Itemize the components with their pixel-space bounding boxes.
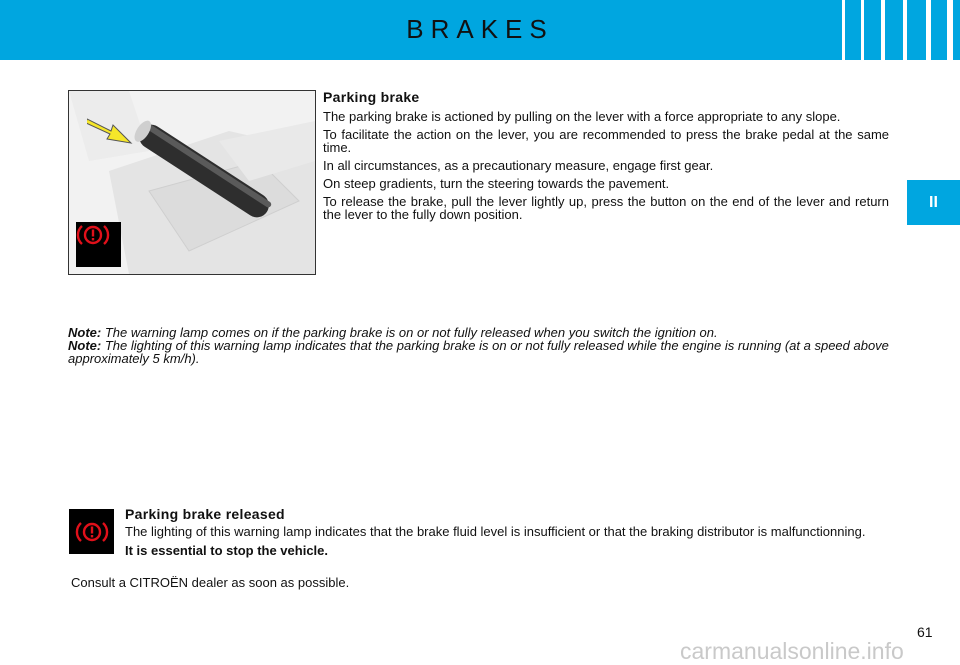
brake-warning-icon	[69, 509, 114, 554]
section-heading: Parking brake	[323, 89, 420, 105]
note-text: The warning lamp comes on if the parking brake is on or not fully released when you switch the ignition on.	[101, 325, 718, 340]
chapter-tab[interactable]: II	[907, 180, 960, 225]
paragraph: The parking brake is actioned by pulling on the lever with a force appropriate to any slope.	[323, 109, 841, 124]
notes-block	[68, 326, 894, 365]
paragraph: To release the brake, pull the lever lightly up, press the button on the end of the lever and return the lever to the fully down position.	[323, 194, 889, 222]
header-stripe	[903, 0, 907, 60]
note-text: The lighting of this warning lamp indicates that the parking brake is on or not fully released while the engine is running (at a speed above approximately 5 km/h).	[68, 338, 889, 366]
paragraph: The lighting of this warning lamp indicates that the brake fluid level is insufficient or that the braking distributor is malfunctionning.	[125, 524, 866, 539]
paragraph: To facilitate the action on the lever, you are recommended to press the brake pedal at the same time.	[323, 127, 889, 155]
paragraph: On steep gradients, turn the steering towards the pavement.	[323, 176, 670, 191]
watermark: carmanualsonline.info	[680, 638, 904, 664]
header-stripe	[926, 0, 931, 60]
paragraph: In all circumstances, as a precautionary measure, engage first gear.	[323, 158, 714, 173]
note	[68, 339, 894, 365]
note-label: Note:	[68, 338, 102, 353]
parking-brake-released-section	[125, 508, 890, 562]
header-bar	[0, 0, 960, 60]
brake-warning-icon	[76, 222, 121, 267]
parking-brake-section	[323, 91, 889, 226]
header-stripe	[947, 0, 953, 60]
emphasis-text: It is essential to stop the vehicle.	[125, 543, 329, 558]
page-title: BRAKES	[406, 14, 554, 44]
header-stripe	[881, 0, 885, 60]
section-heading: Parking brake released	[125, 506, 285, 522]
page-number: 61	[917, 624, 933, 640]
header-stripe	[861, 0, 864, 60]
consult-dealer-text: Consult a CITROËN dealer as soon as possible.	[71, 575, 350, 590]
parking-brake-illustration	[68, 90, 316, 275]
header-stripe	[842, 0, 845, 60]
note-label: Note:	[68, 325, 102, 340]
